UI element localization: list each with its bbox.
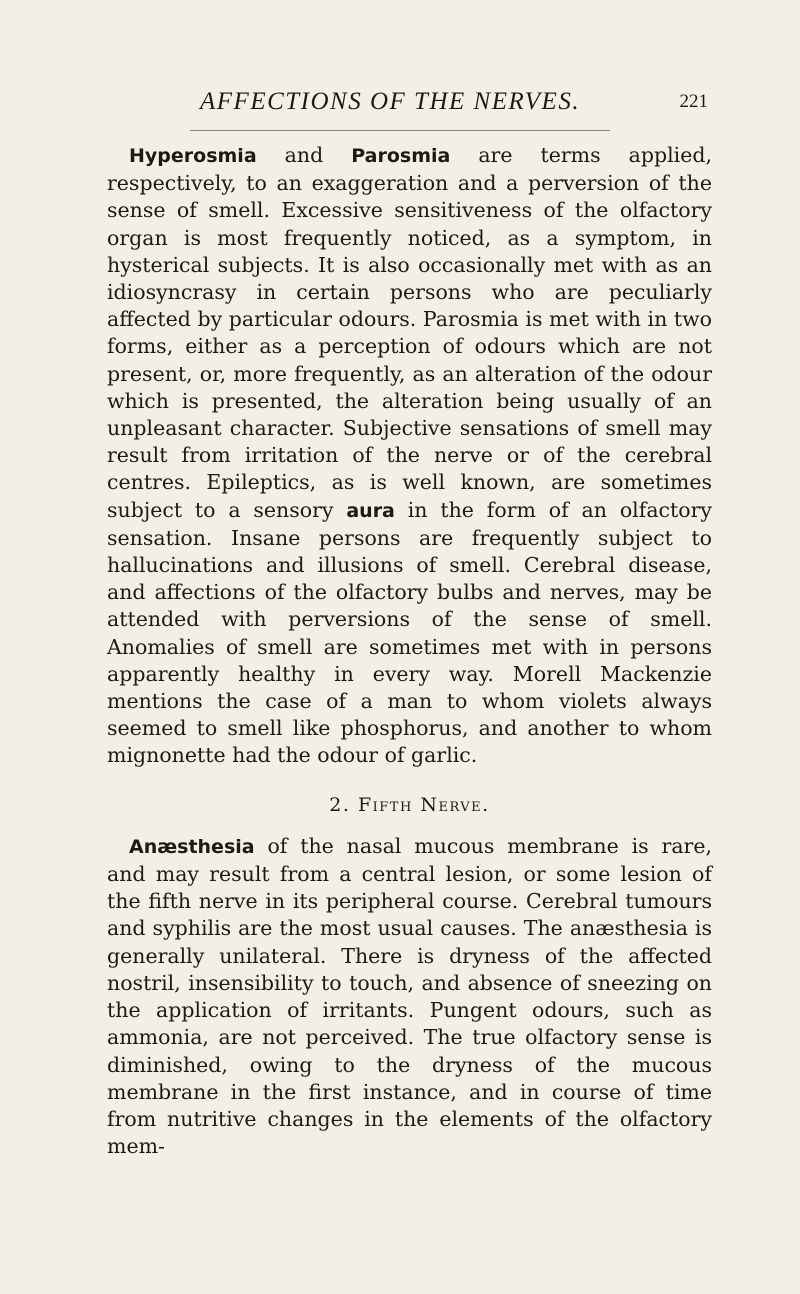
- term-aura: aura: [346, 499, 395, 522]
- paragraph-text: of the nasal mucous membrane is rare, and may result from a central lesion, or some lesion of the fifth nerve in its peripheral course. Cerebral tumours and syphilis are the most usual causes. The anæsthesia is generally unilateral. There is dryness of the affected nostril, insensibility to touch, and absence of sneezing on the application of irritants. Pungent odours, such as ammonia, are not perceived. The true olfactory sense is diminished, owing to the dryness of the mucous membrane in the first instance, and in course of time from nutritive changes in the elements of the olfactory mem-: [107, 833, 712, 1159]
- section-number: 2.: [329, 793, 351, 816]
- paragraph-hyperosmia: [107, 142, 712, 770]
- paragraph-text: are terms applied, respectively, to an exaggeration and a perversion of the sense of smell. Excessive sensitiveness of the olfactory organ is most frequently noticed, as a symptom, in hysterical subjects. It is also occasionally met with as an idiosyncrasy in certain persons who are peculiarly affected by particular odours. Parosmia is met with in two forms, either as a perception of odours which are not present, or, more frequently, as an alteration of the odour which is presented, the alteration being usually of an unpleasant character. Subjective sensations of smell may result from irritation of the nerve or of the cerebral centres. Epileptics, as is well known, are sometimes subject to a sensory: [107, 143, 712, 522]
- page-number: 221: [679, 91, 708, 112]
- body-text: [107, 142, 712, 1160]
- term-parosmia: Parosmia: [351, 145, 451, 167]
- header-rule: [190, 130, 610, 131]
- section-heading: [107, 792, 712, 819]
- text-and: and: [256, 143, 352, 167]
- page-header: [108, 88, 708, 128]
- section-title: Fifth Nerve.: [357, 793, 490, 816]
- paragraph-text: in the form of an olfactory sensation. Insane persons are frequently subject to hallucinations and illusions of smell. Cerebral disease, and affections of the olfactory bulbs and nerves, may be attended with perversions of the sense of smell. Anomalies of smell are sometimes met with in persons apparently healthy in every way. Morell Mackenzie mentions the case of a man to whom violets always seemed to smell like phosphorus, and another to whom mignonette had the odour of garlic.: [107, 497, 712, 768]
- term-hyperosmia: Hyperosmia: [129, 145, 257, 167]
- paragraph-anaesthesia: [107, 833, 712, 1160]
- term-anaesthesia: Anæsthesia: [129, 835, 255, 858]
- running-title: AFFECTIONS OF THE NERVES.: [200, 88, 581, 115]
